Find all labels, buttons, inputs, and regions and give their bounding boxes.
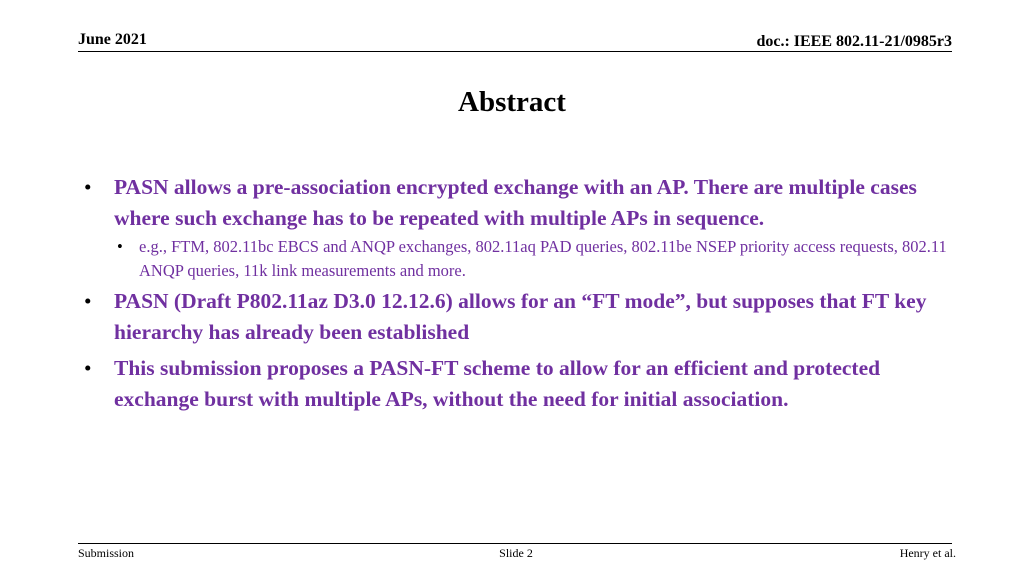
- slide-content: [84, 172, 964, 414]
- sub-bullet-text: e.g., FTM, 802.11bc EBCS and ANQP exchanges, 802.11aq PAD queries, 802.11be NSEP priority access requests, 802.11 ANQP queries, 11k link measurements and more.: [139, 237, 947, 280]
- bullet-item: [84, 353, 964, 414]
- header-date: June 2021: [78, 31, 147, 48]
- bullet-dot-icon: •: [84, 356, 92, 380]
- header-divider: [78, 51, 952, 52]
- footer-divider: [78, 543, 952, 544]
- bullet-item: [84, 286, 964, 347]
- bullet-text: PASN allows a pre-association encrypted exchange with an AP. There are multiple cases where such exchange has to be repeated with multiple APs in sequence.: [114, 175, 917, 230]
- footer-submission: Submission: [78, 546, 135, 560]
- sub-bullet-dot-icon: •: [117, 237, 123, 256]
- slide-number: Slide 2: [499, 546, 533, 560]
- bullet-item: [84, 172, 964, 233]
- sub-bullet-item: [117, 235, 964, 283]
- slide-title: Abstract: [458, 86, 566, 118]
- bullet-dot-icon: •: [84, 289, 92, 313]
- document-id: doc.: IEEE 802.11-21/0985r3: [756, 33, 952, 50]
- footer-authors: Henry et al.: [899, 546, 956, 560]
- bullet-dot-icon: •: [84, 175, 92, 199]
- bullet-text: PASN (Draft P802.11az D3.0 12.12.6) allows for an “FT mode”, but supposes that FT key hierarchy has already been established: [114, 289, 927, 344]
- bullet-text: This submission proposes a PASN-FT scheme to allow for an efficient and protected exchange burst with multiple APs, without the need for initial association.: [114, 356, 881, 411]
